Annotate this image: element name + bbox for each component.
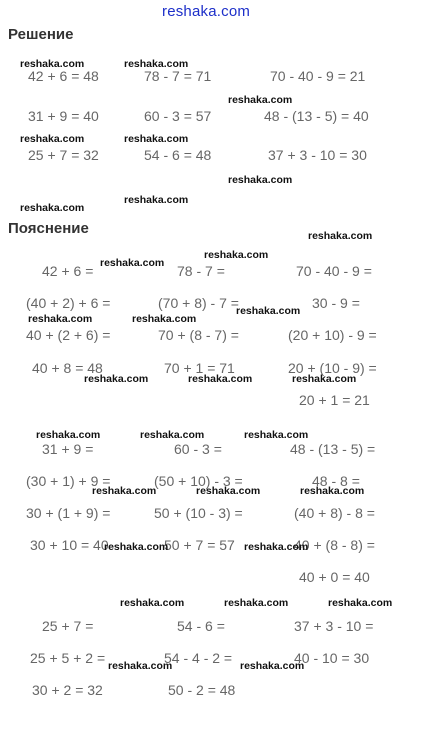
watermark: reshaka.com — [224, 597, 289, 609]
explanation-step: (40 + 8) - 8 = — [294, 505, 375, 521]
solution-equation: 42 + 6 = 48 — [28, 68, 99, 84]
watermark: reshaka.com — [292, 373, 357, 385]
watermark: reshaka.com — [240, 660, 305, 672]
watermark: reshaka.com — [328, 597, 393, 609]
explanation-step: 42 + 6 = — [42, 263, 94, 279]
explanation-step: (50 + 10) - 3 = — [154, 473, 243, 489]
watermark: reshaka.com — [244, 541, 309, 553]
watermark: reshaka.com — [120, 597, 185, 609]
watermark: reshaka.com — [308, 230, 373, 242]
explanation-step: 54 - 6 = — [177, 618, 225, 634]
solution-equation: 54 - 6 = 48 — [144, 147, 212, 163]
explanation-step: 25 + 7 = — [42, 618, 94, 634]
explanation-step: 50 + (10 - 3) = — [154, 505, 243, 521]
watermark: reshaka.com — [244, 429, 309, 441]
explanation-step: 40 + 8 = 48 — [32, 360, 103, 376]
explanation-step: 37 + 3 - 10 = — [294, 618, 374, 634]
watermark: reshaka.com — [236, 305, 301, 317]
watermark: reshaka.com — [20, 58, 85, 70]
explanation-step: 70 + (8 - 7) = — [158, 327, 239, 343]
watermark: reshaka.com — [132, 313, 197, 325]
explanation-step: 30 - 9 = — [312, 295, 360, 311]
watermark: reshaka.com — [124, 133, 189, 145]
solution-equation: 48 - (13 - 5) = 40 — [264, 108, 369, 124]
watermark: reshaka.com — [104, 541, 169, 553]
watermark: reshaka.com — [124, 194, 189, 206]
explanation-step: 20 + 1 = 21 — [299, 392, 370, 408]
watermark: reshaka.com — [124, 58, 189, 70]
watermark: reshaka.com — [300, 485, 365, 497]
explanation-step: 30 + (1 + 9) = — [26, 505, 111, 521]
explanation-step: 70 - 40 - 9 = — [296, 263, 372, 279]
solution-heading: Решение — [8, 26, 74, 43]
explanation-step: (40 + 2) + 6 = — [26, 295, 111, 311]
watermark: reshaka.com — [188, 373, 253, 385]
watermark: reshaka.com — [20, 133, 85, 145]
explanation-step: 70 + 1 = 71 — [164, 360, 235, 376]
explanation-step: 54 - 4 - 2 = — [164, 650, 233, 666]
explanation-step: 50 - 2 = 48 — [168, 682, 236, 698]
explanation-step: 48 - (13 - 5) = — [290, 441, 376, 457]
explanation-heading: Пояснение — [8, 220, 89, 237]
solution-equation: 60 - 3 = 57 — [144, 108, 212, 124]
explanation-step: (70 + 8) - 7 = — [158, 295, 239, 311]
explanation-step: 40 - 10 = 30 — [294, 650, 370, 666]
explanation-step: (30 + 1) + 9 = — [26, 473, 111, 489]
explanation-step: 30 + 2 = 32 — [32, 682, 103, 698]
explanation-step: 40 + (8 - 8) = — [294, 537, 375, 553]
watermark: reshaka.com — [28, 313, 93, 325]
explanation-step: 78 - 7 = — [177, 263, 225, 279]
site-logo[interactable]: reshaka.com — [162, 3, 251, 20]
solution-equation: 25 + 7 = 32 — [28, 147, 99, 163]
solution-equation: 31 + 9 = 40 — [28, 108, 99, 124]
watermark: reshaka.com — [228, 174, 293, 186]
explanation-step: (20 + 10) - 9 = — [288, 327, 377, 343]
watermark: reshaka.com — [92, 485, 157, 497]
watermark: reshaka.com — [20, 202, 85, 214]
explanation-step: 48 - 8 = — [312, 473, 360, 489]
solution-equation: 37 + 3 - 10 = 30 — [268, 147, 367, 163]
explanation-step: 40 + (2 + 6) = — [26, 327, 111, 343]
explanation-step: 25 + 5 + 2 = — [30, 650, 106, 666]
explanation-step: 40 + 0 = 40 — [299, 569, 370, 585]
watermark: reshaka.com — [196, 485, 261, 497]
solution-equation: 70 - 40 - 9 = 21 — [270, 68, 366, 84]
watermark: reshaka.com — [140, 429, 205, 441]
explanation-step: 30 + 10 = 40 — [30, 537, 109, 553]
watermark: reshaka.com — [108, 660, 173, 672]
watermark: reshaka.com — [36, 429, 101, 441]
watermark: reshaka.com — [228, 94, 293, 106]
watermark: reshaka.com — [100, 257, 165, 269]
watermark: reshaka.com — [84, 373, 149, 385]
solution-equation: 78 - 7 = 71 — [144, 68, 212, 84]
watermark: reshaka.com — [204, 249, 269, 261]
explanation-step: 31 + 9 = — [42, 441, 94, 457]
explanation-step: 20 + (10 - 9) = — [288, 360, 377, 376]
explanation-step: 50 + 7 = 57 — [164, 537, 235, 553]
explanation-step: 60 - 3 = — [174, 441, 222, 457]
